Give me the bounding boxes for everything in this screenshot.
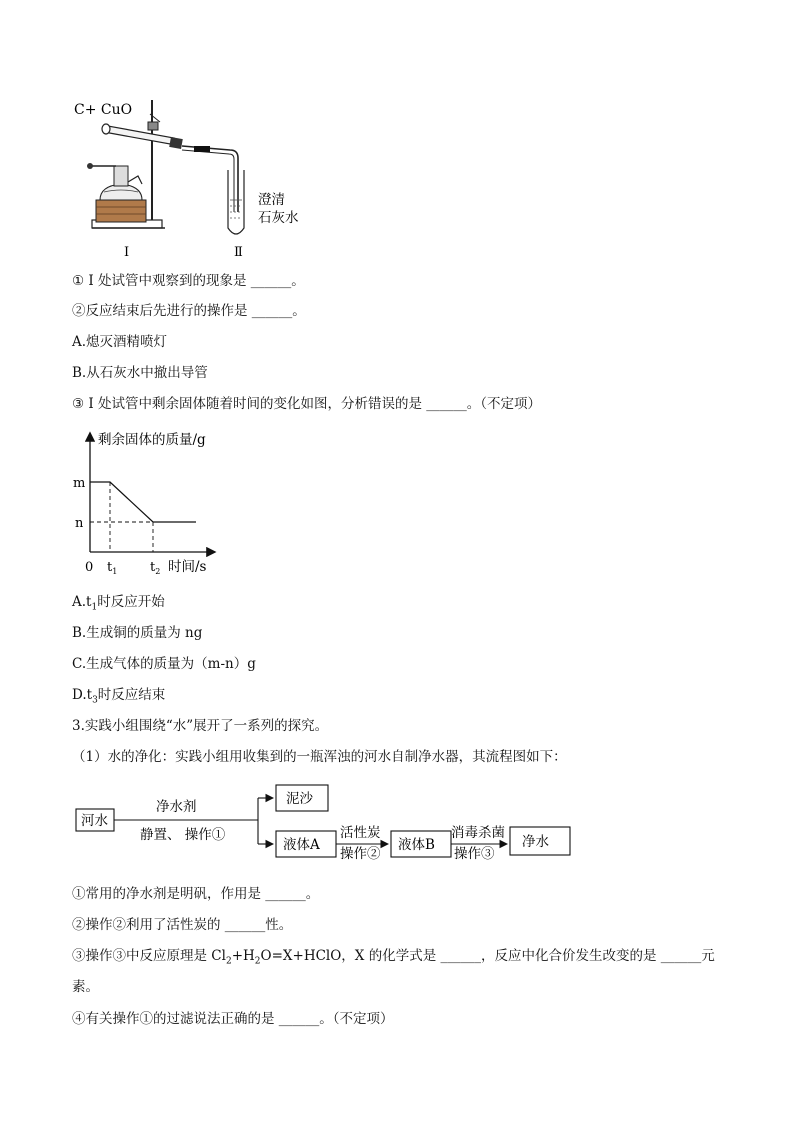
reactant-label: C+ CuO xyxy=(74,102,133,118)
flow-op3: 操作③ xyxy=(454,846,495,862)
flow-carbon: 活性炭 xyxy=(340,825,381,841)
graph-m-label: m xyxy=(73,476,86,491)
graph-option-a: $A.t_1$时反应开始 xyxy=(72,594,165,613)
question-graph: ③ I 处试管中剩余固体随着时间的变化如图，分析错误的是 ______。（不定项） xyxy=(72,396,542,412)
flow-step1: 静置、 操作① xyxy=(140,827,226,843)
graph-option-d: $D.t_3$时反应结束 xyxy=(72,687,166,706)
flow-river: 河水 xyxy=(81,813,108,829)
mass-curve xyxy=(90,482,196,522)
flow-agent: 净水剂 xyxy=(156,799,197,815)
flow-liquid-b: 液体B xyxy=(398,837,435,853)
graph-xlabel: 时间/s xyxy=(168,559,207,575)
question-alum: ①常用的净水剂是明矾，作用是 ______。 xyxy=(72,886,320,902)
graph-ylabel: 剩余固体的质量/g xyxy=(98,432,206,448)
solution-label-2: 石灰水 xyxy=(258,210,299,226)
flow-op2: 操作② xyxy=(340,846,381,862)
graph-origin: 0 xyxy=(85,560,94,575)
purification-flowchart xyxy=(70,780,590,866)
question-chlorine: ③操作③中反应原理是 $Cl_2+H_2O=X+HClO$，X 的化学式是 ______，反应中化合价发生改变的是 ______元 xyxy=(72,948,715,967)
mass-time-graph xyxy=(70,428,230,578)
flow-liquid-a: 液体A xyxy=(283,837,320,853)
label-II: Ⅱ xyxy=(234,245,243,260)
flow-disinfect: 消毒杀菌 xyxy=(451,825,505,841)
option-b-remove-tube: B.从石灰水中撤出导管 xyxy=(72,365,208,381)
graph-t2-label: $t_2$ xyxy=(150,560,161,576)
question-carbon: ②操作②利用了活性炭的 ______性。 xyxy=(72,917,293,933)
flow-mud: 泥沙 xyxy=(286,791,313,807)
label-I: Ⅰ xyxy=(124,245,130,260)
option-a-extinguish: A.熄灭酒精喷灯 xyxy=(72,334,168,350)
question-operation: ②反应结束后先进行的操作是 ______。 xyxy=(72,303,306,319)
graph-option-b: B.生成铜的质量为 ng xyxy=(72,625,203,641)
apparatus-figure xyxy=(70,92,310,262)
graph-t1-label: $t_1$ xyxy=(107,560,118,576)
question-3: 3.实践小组围绕“水”展开了一系列的探究。 xyxy=(72,718,329,734)
question-chlorine-cont: 素。 xyxy=(72,979,99,995)
graph-option-c: C.生成气体的质量为（m-n）g xyxy=(72,656,256,672)
solution-label-1: 澄清 xyxy=(258,192,285,208)
question-filter: ④有关操作①的过滤说法正确的是 ______。（不定项） xyxy=(72,1011,394,1027)
flow-pure: 净水 xyxy=(522,834,549,850)
graph-n-label: n xyxy=(75,516,84,531)
question-3-1: （1）水的净化：实践小组用收集到的一瓶浑浊的河水自制净水器，其流程图如下： xyxy=(72,749,567,765)
question-observation: ① I 处试管中观察到的现象是 ______。 xyxy=(72,273,305,289)
